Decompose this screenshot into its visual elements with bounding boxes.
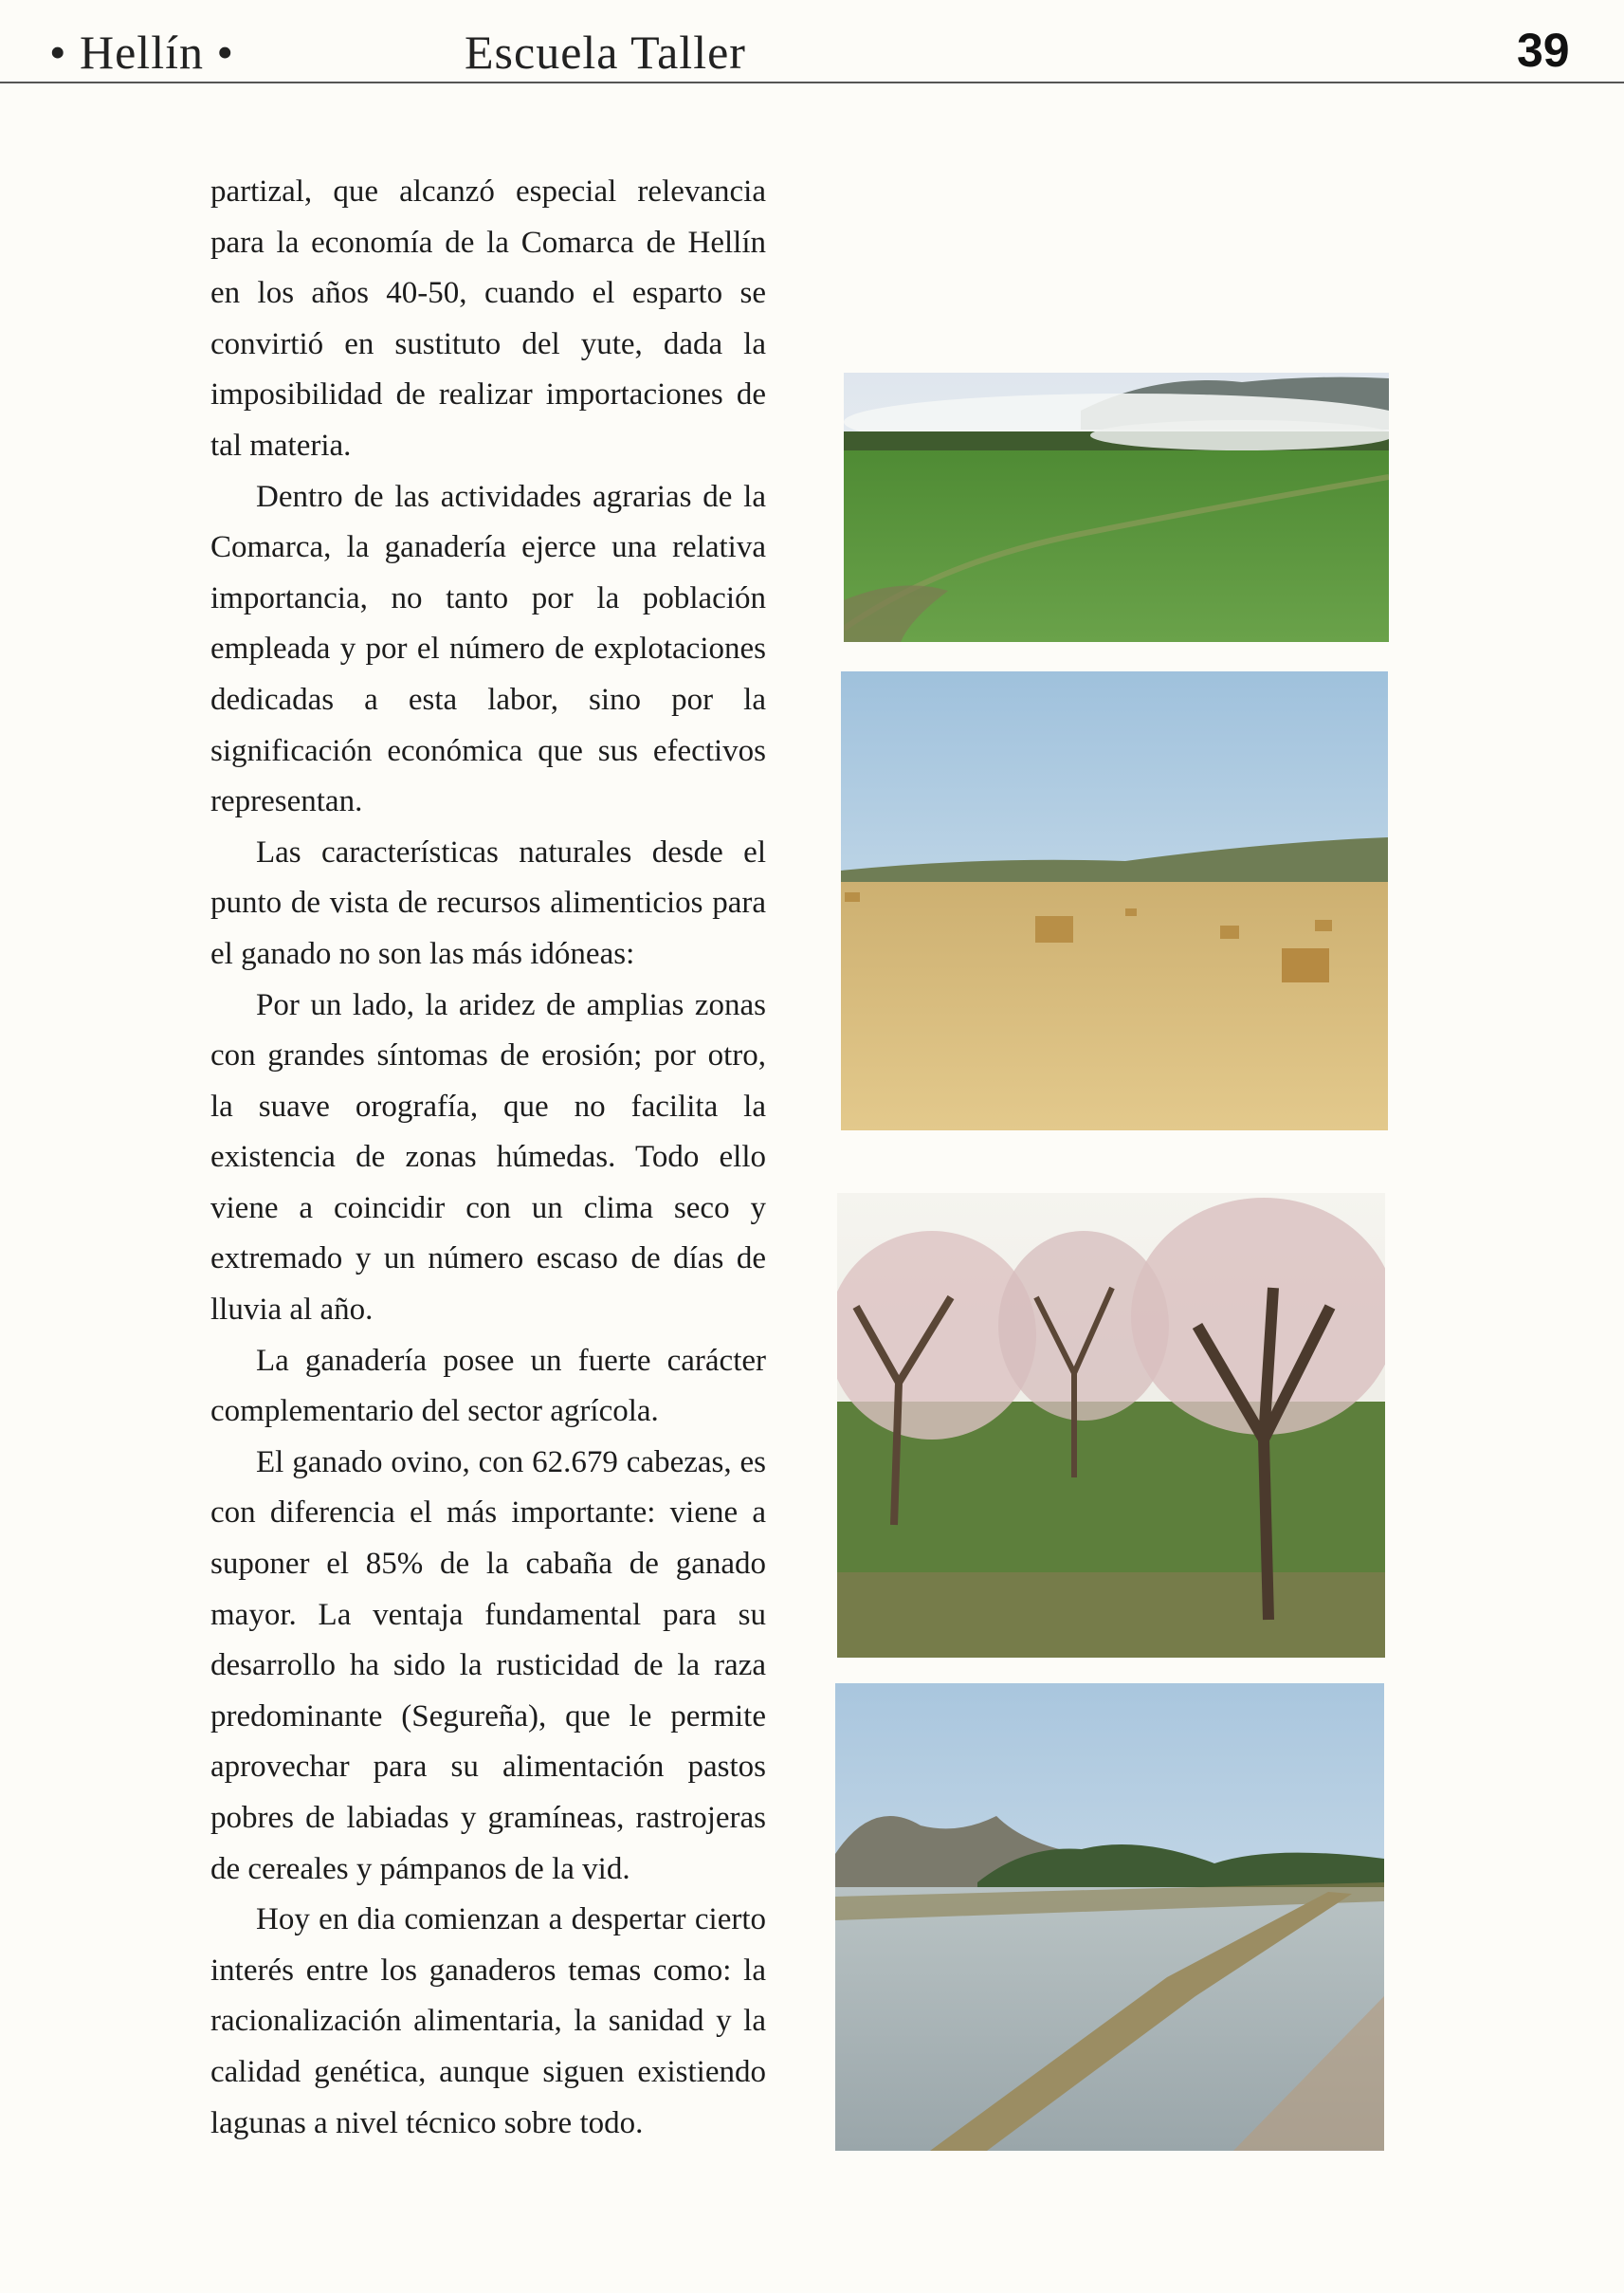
paragraph-6: El ganado ovino, con 62.679 cabezas, es con diferencia el más importante: viene a suponer el 85% de la cabaña de ganado mayor. La ventaja fundamental para su desarrollo ha sido la rusticidad de la raza predominante (Segureña), que le permite aprovechar para su alimentación pastos pobres de labiadas y gramíneas, rastrojeras de cereales y pámpanos de la vid. [210, 1444, 766, 1886]
photo-flooded-field [835, 1683, 1384, 2151]
photo-stubble-field [841, 671, 1388, 1130]
header-title: Escuela Taller [465, 26, 746, 79]
page-number: 39 [1517, 24, 1570, 77]
paragraph-4: Por un lado, la aridez de amplias zonas con grandes síntomas de erosión; por otro, la suave orografía, que no facilita la existencia de zonas húmedas. Todo ello viene a coincidir con un clima seco y extremado y un número escaso de días de lluvia al año. [210, 987, 766, 1328]
photo-green-field [844, 373, 1389, 642]
header-town: • Hellín • [49, 26, 234, 79]
page-header [0, 0, 1624, 85]
paragraph-2: Dentro de las actividades agrarias de la Comarca, la ganadería ejerce una relativa importancia, no tanto por la población empleada y por el número de explotaciones dedicadas a esta labor, sino por la significación económica que sus efectivos representan. [210, 479, 766, 819]
paragraph-1: partizal, que alcanzó especial relevancia para la economía de la Comarca de Hellín en los años 40-50, cuando el esparto se convirtió en sustituto del yute, dada la imposibilidad de realizar importaciones de tal materia. [210, 174, 766, 463]
photo-almond-orchard [837, 1193, 1385, 1658]
body-text [210, 167, 766, 2149]
paragraph-3: Las características naturales desde el punto de vista de recursos alimenticios para el ganado no son las más idóneas: [210, 835, 766, 971]
paragraph-5: La ganadería posee un fuerte carácter complementario del sector agrícola. [210, 1343, 766, 1429]
paragraph-7: Hoy en dia comienzan a despertar cierto interés entre los ganaderos temas como: la racionalización alimentaria, la sanidad y la calidad genética, aunque siguen existiendo lagunas a nivel técnico sobre todo. [210, 1902, 766, 2140]
header-rule [0, 82, 1624, 83]
